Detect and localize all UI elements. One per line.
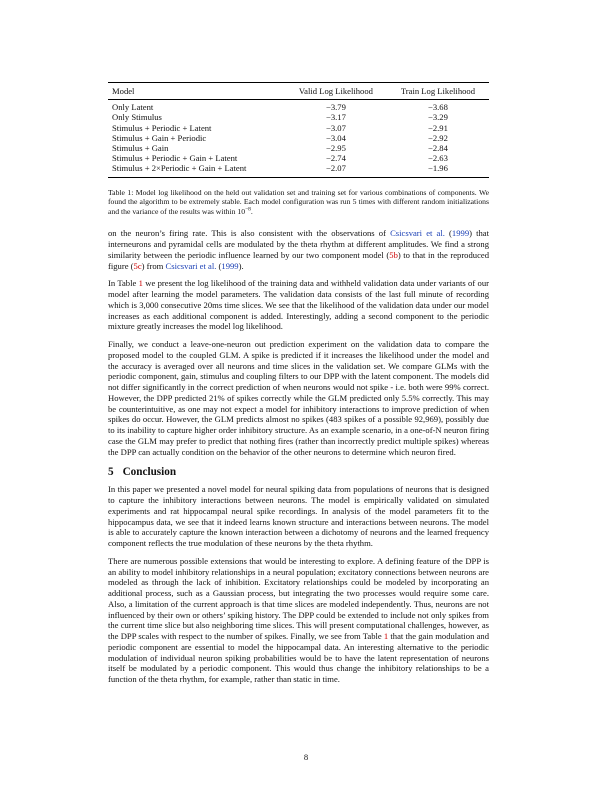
page-content <box>108 82 489 685</box>
section-number: 5 <box>108 466 114 479</box>
text: There are numerous possible extensions that would be interesting to explore. A defining feature of the DPP is an ability to model inhibitory relationships in a neural population; excitatory connections between neurons are modeled as through the lack of inhibition. Excitatory relationships could be modeled by incorporating an additional process, such as a Gaussian process, but integrating the two processes would require some care. Also, a limitation of the current approach is that time slices are modeled independently. Thus, neurons are not influenced by their own or others’ spiking history. The DPP could be extended to include not only spikes from the current time slice but also neighboring time slices. This will present computational challenges, however, as the DPP scales with respect to the number of spikes. Finally, we see from Table <box>108 555 489 642</box>
paragraph-prediction-experiment: Finally, we conduct a leave-one-neuron out prediction experiment on the validation data to compare the proposed model to the coupled GLM. A spike is predicted if it increases the likelihood under the model and the accuracy is averaged over all neurons and time slices in the validation set. We compare GLMs with the periodic component, gain, stimulus and coupling filters to our DPP with the latent component. The models did not differ significantly in the correct prediction of when neurons would not spike - i.e. both were 99% correct. However, the DPP predicted 21% of spikes correctly while the GLM predicted only 5.5% correctly. This may be counterintuitive, as one may not expect a model for inhibitory interactions to improve prediction of when spikes do occur. However, the GLM predicts almost no spikes (483 spikes of a possible 92,969), possibly due to its inability to capture higher order inhibitory structure. As an example scenario, in a one-of-N neuron firing case the GLM may prefer to predict that nothing fires (rather than incorrectly predict multiple spikes) whereas the DPP can actually condition on the behavior of the other neurons to determine which neuron fired. <box>108 339 489 457</box>
table-cell-train: −2.63 <box>427 153 448 164</box>
text: ( <box>216 260 222 271</box>
text: that the gain modulation and periodic component are essential to model the hippocampal data. An interesting alternative to the periodic modulation of individual neuron spiking probabilities would be to have the latent representation of neurons itself be modulated by a periodic component. This would thus change the inhibitory relationships to be a function of the theta rhythm, for example, rather than static in time. <box>108 631 489 685</box>
citation-link[interactable]: Csicsvari et al. <box>165 260 217 271</box>
citation-year-link[interactable]: 1999 <box>221 260 239 271</box>
table-header-valid: Valid Log Likelihood <box>298 86 373 96</box>
table-cell-model: Stimulus + Periodic + Latent <box>112 122 212 133</box>
paragraph-log-likelihood <box>108 278 489 332</box>
table-ref-link[interactable]: 1 <box>383 631 389 642</box>
text: ). <box>238 260 244 271</box>
page-number: 8 <box>303 752 309 762</box>
table-row <box>108 143 489 153</box>
figure-ref-link[interactable]: 5c <box>133 260 142 271</box>
table-cell-valid: −3.07 <box>325 122 346 133</box>
table-cell-valid: −2.74 <box>325 153 346 164</box>
paragraph-theta-similarity <box>108 228 489 271</box>
text: ) from <box>141 260 166 271</box>
table-cell-train: −2.84 <box>427 143 448 154</box>
caption-exponent: −8 <box>245 206 251 213</box>
text: ) that interneurons and pyramidal cells are modulated by the theta rhythm at different amplitudes. We find a strong similarity between the periodic influence learned by our two component model ( <box>108 228 489 260</box>
table-cell-train: −2.91 <box>427 122 448 133</box>
citation-year-link[interactable]: 1999 <box>451 228 470 239</box>
table-header-model: Model <box>112 86 135 96</box>
table-cell-model: Stimulus + Gain <box>112 143 169 154</box>
citation-link[interactable]: Csicsvari et al. <box>390 228 445 239</box>
table-cell-train: −2.92 <box>427 132 448 143</box>
paragraph-extensions <box>108 556 489 685</box>
table-row <box>108 112 489 122</box>
table-cell-train: −3.29 <box>427 112 448 123</box>
section-heading <box>108 466 489 478</box>
table-cell-model: Stimulus + Periodic + Gain + Latent <box>112 153 238 164</box>
text: we present the log likelihood of the training data and withheld validation data under variants of our model after learning the model parameters. The validation data consists of the last full minute of recording which is 3,000 consecutive 20ms time slices. We see that the likelihood of the validation data under our model increases as each additional component is added. Interestingly, adding a second component to the periodic mixture greatly increases the model log likelihood. <box>108 278 490 332</box>
table-cell-train: −1.96 <box>427 163 448 174</box>
table-cell-model: Stimulus + Gain + Periodic <box>112 132 207 143</box>
table-cell-train: −3.68 <box>427 102 448 113</box>
table-cell-valid: −3.17 <box>325 112 346 123</box>
text: ( <box>444 228 452 239</box>
table-header-row <box>108 83 489 100</box>
caption-text: Table 1: Model log likelihood on the held out validation set and training set for various combinations of components. We found the algorithm to be extremely stable. Each model configuration was run 5 times with different random initializations and the variance of the results was within 10 <box>108 187 489 216</box>
table-row <box>108 153 489 163</box>
section-title: Conclusion <box>122 466 177 479</box>
text: In Table <box>108 278 139 289</box>
caption-end: . <box>250 206 253 216</box>
table-row <box>108 100 489 113</box>
paragraph-conclusion-summary: In this paper we presented a novel model for neural spiking data from populations of neurons that is designed to capture the inhibitory interactions between neurons. The model is empirically validated on simulated experiments and rat hippocampal neural spike recordings. In analysis of the model parameters fit to the hippocampus data, we see that it indeed learns known structure and interactions between neurons. The model is able to accurately capture the known interaction between a dichotomy of neurons and the learned frequency component reflects the true modulation of these neurons by the theta rhythm. <box>108 484 489 549</box>
table-cell-valid: −2.95 <box>325 143 346 154</box>
table-ref-link[interactable]: 1 <box>138 278 143 289</box>
table-cell-valid: −2.07 <box>325 163 346 174</box>
table-cell-valid: −3.79 <box>325 102 346 113</box>
table-row <box>108 163 489 177</box>
figure-ref-link[interactable]: 5b <box>389 249 398 260</box>
table-header-train: Train Log Likelihood <box>400 86 476 96</box>
text: on the neuron’s firing rate. This is also consistent with the observations of <box>108 228 391 239</box>
table-cell-model: Only Latent <box>112 102 154 113</box>
table-row <box>108 133 489 143</box>
table-row <box>108 123 489 133</box>
table-cell-model: Stimulus + 2×Periodic + Gain + Latent <box>112 163 247 174</box>
results-table <box>108 82 489 178</box>
table-cell-valid: −3.04 <box>325 132 346 143</box>
text: ) to that in the reproduced figure ( <box>108 249 489 271</box>
table-caption <box>108 188 489 217</box>
table-cell-model: Only Stimulus <box>112 112 162 123</box>
